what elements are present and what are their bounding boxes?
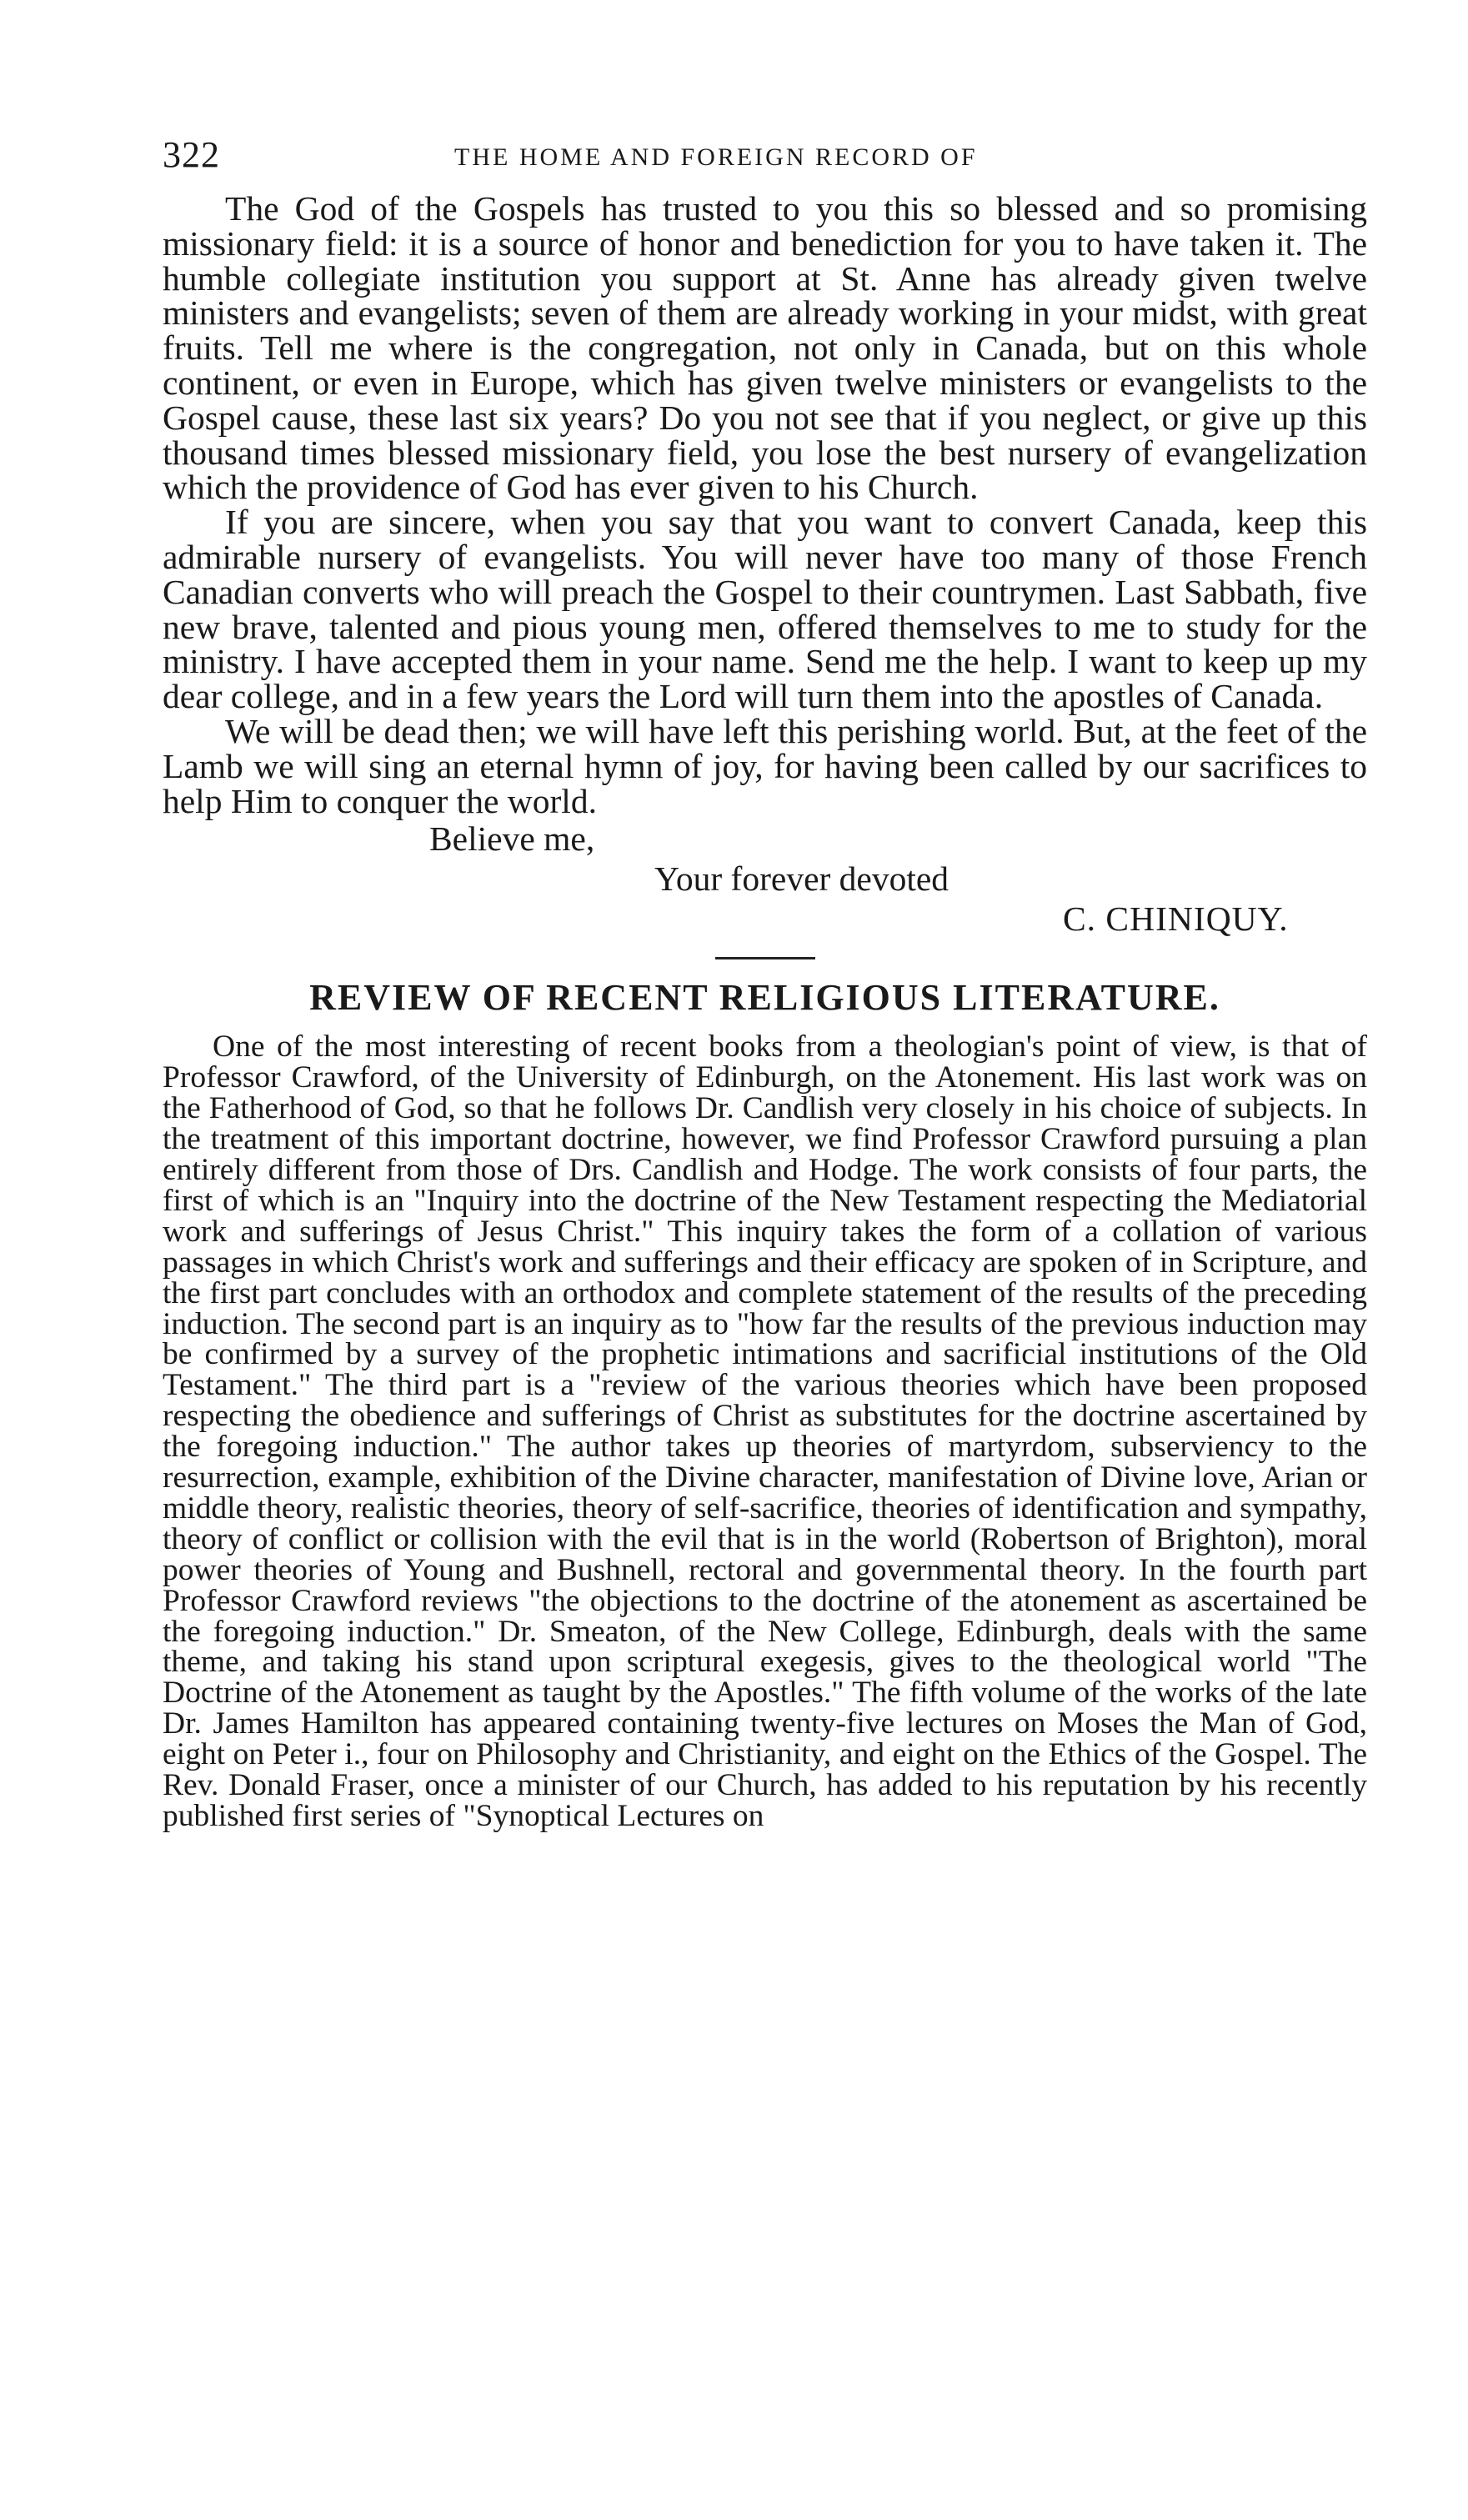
letter-paragraph: The God of the Gospels has trusted to you this so blessed and so promising missionary field: it is a source of honor and benediction for you to have taken it. The humble collegiate institution you support at St. Anne has already given twelve ministers and evangelists; seven of them are already working in your midst, with great fruits. Tell me where is the congregation, not only in Canada, but on this whole continent, or even in Europe, which has given twelve ministers or evangelists to the Gospel cause, these last six years? Do you not see that if you neglect, or give up this thousand times blessed missionary field, you lose the best nursery of evangelization which the providence of God has ever given to his Church. <box>163 189 1367 507</box>
letter-section <box>163 189 1367 939</box>
closing-salutation: Believe me, <box>429 819 595 859</box>
letter-paragraph: We will be dead then; we will have left this perishing world. But, at the feet of the Lamb we will sing an eternal hymn of joy, for having been called by our sacrifices to help Him to conquer the world. <box>163 711 1367 820</box>
letter-closing <box>163 819 1367 939</box>
section-divider <box>715 957 815 959</box>
page-header <box>163 133 1367 192</box>
closing-phrase: Your forever devoted <box>654 859 949 899</box>
section-title: REVIEW OF RECENT RELIGIOUS LITERATURE. <box>309 977 1220 1019</box>
letter-paragraph: If you are sincere, when you say that you want to convert Canada, keep this admirable nursery of evangelists. You will never have too many of those French Canadian converts who will preach the Gospel to their countrymen. Last Sabbath, five new brave, talented and pious young men, offered themselves to me to study for the ministry. I have accepted them in your name. Send me the help. I want to keep up my dear college, and in a few years the Lord will turn them into the apostles of Canada. <box>163 503 1367 716</box>
page <box>163 133 1367 1832</box>
signature: C. CHINIQUY. <box>1063 899 1289 939</box>
review-paragraph: One of the most interesting of recent books from a theologian's point of view, is that of Professor Crawford, of the University of Edinburgh, on the Atonement. His last work was on the Fatherhood of God, so that he follows Dr. Candlish very closely in his choice of subjects. In the treatment of this important doctrine, however, we find Professor Crawford pursuing a plan entirely different from those of Drs. Candlish and Hodge. The work consists of four parts, the first of which is an "Inquiry into the doctrine of the New Testament respecting the Mediatorial work and sufferings of Jesus Christ." This inquiry takes the form of a collation of various passages in which Christ's work and sufferings and their efficacy are spoken of in Scripture, and the first part concludes with an orthodox and complete statement of the results of the preceding induction. The second part is an inquiry as to "how far the results of the previous induction may be confirmed by a survey of the prophetic intimations and sacrificial institutions of the Old Testament." The third part is a "review of the various theories which have been proposed respecting the obedience and sufferings of Christ as substitutes for the doctrine ascertained by the foregoing induction." The author takes up theories of martyrdom, subserviency to the resurrection, example, exhibition of the Divine character, manifestation of Divine love, Arian or middle theory, realistic theories, theory of self-sacrifice, theories of identification and sympathy, theory of conflict or collision with the evil that is in the world (Robertson of Brighton), moral power theories of Young and Bushnell, rectoral and governmental theory. In the fourth part Professor Crawford reviews "the objections to the doctrine of the atonement as ascertained be the foregoing induction." Dr. Smeaton, of the New College, Edinburgh, deals with the same theme, and taking his stand upon scriptural exegesis, gives to the theological world "The Doctrine of the Atonement as taught by the Apostles." The fifth volume of the works of the late Dr. James Hamilton has appeared containing twenty-five lectures on Moses the Man of God, eight on Peter i., four on Philosophy and Christianity, and eight on the Ethics of the Gospel. The Rev. Donald Fraser, once a minister of our Church, has added to his reputation by his recently published first series of "Synoptical Lectures on <box>163 1030 1367 1833</box>
page-number: 322 <box>163 134 220 175</box>
review-section <box>163 976 1367 1832</box>
running-head: THE HOME AND FOREIGN RECORD OF <box>454 143 978 171</box>
